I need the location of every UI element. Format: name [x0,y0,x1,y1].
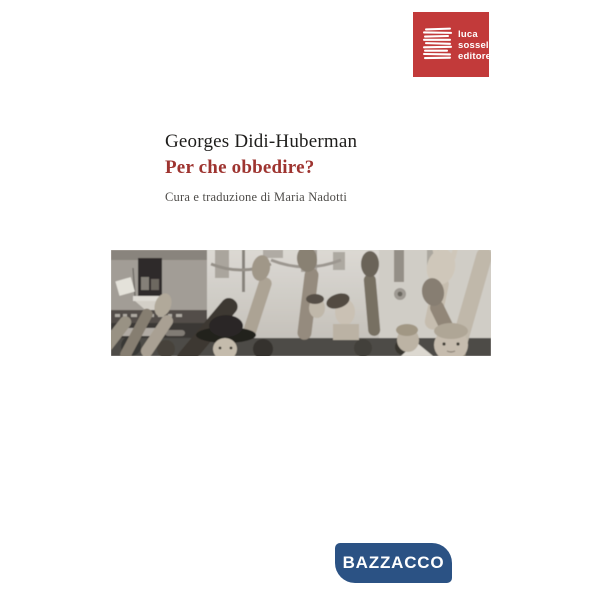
publisher-line-2: sossella [458,40,498,51]
store-watermark-label: BAZZACCO [342,553,445,572]
stacked-pages-icon [422,27,454,63]
publisher-line-1: luca [458,29,478,40]
store-watermark-badge [335,543,452,583]
cover-photo [111,250,491,356]
publisher-name [458,29,497,62]
publisher-line-3: editore [458,51,492,62]
book-title: Per che obbedire? [165,157,315,178]
author-name: Georges Didi-Huberman [165,131,358,152]
publisher-logo [413,12,498,77]
book-subtitle: Cura e traduzione di Maria Nadotti [165,190,348,204]
title-block [165,129,357,205]
